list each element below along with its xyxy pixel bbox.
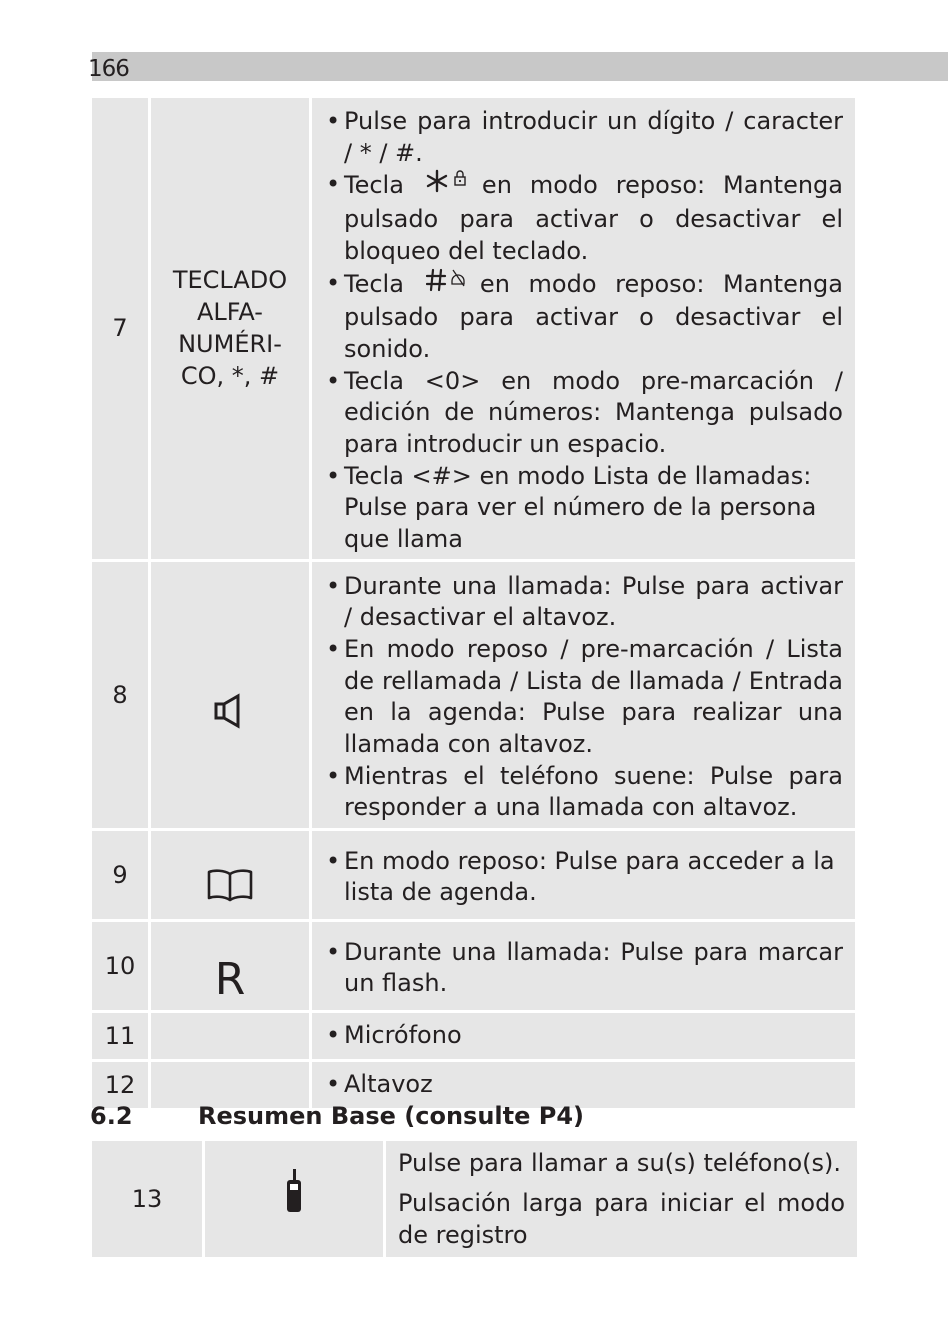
row-number: 10 — [92, 922, 148, 1010]
item-text: en modo reposo: Mantenga pulsado para activar o desactivar el sonido. — [344, 269, 843, 363]
empty-cell — [151, 1013, 309, 1059]
table-row — [92, 562, 855, 828]
section-title: Resumen Base (consulte P4) — [198, 1102, 584, 1130]
section-heading — [90, 1101, 584, 1131]
row-number: 13 — [92, 1141, 202, 1257]
table-row — [92, 831, 855, 919]
flash-r-label: R — [214, 954, 246, 1006]
base-table — [89, 1138, 860, 1260]
section-number: 6.2 — [90, 1102, 133, 1130]
key-description — [312, 562, 855, 828]
item-text: Micrófono — [344, 1020, 462, 1049]
item-text: Tecla — [344, 269, 404, 298]
list-item — [324, 761, 843, 824]
list-item — [324, 937, 843, 1000]
item-text: Tecla — [344, 171, 404, 200]
item-text: Durante una llamada: Pulse para activar / desactivar el altavoz. — [344, 571, 843, 632]
list-item — [324, 571, 843, 634]
asterisk-lock-key-icon — [426, 169, 468, 204]
keys-table — [89, 95, 858, 1111]
list-item — [324, 461, 843, 556]
list-item — [324, 846, 843, 909]
row-number: 8 — [92, 562, 148, 828]
paragraph: Pulse para llamar a su(s) teléfono(s). — [398, 1149, 842, 1177]
base-description — [386, 1141, 857, 1257]
item-text: Altavoz — [344, 1069, 433, 1098]
list-item — [324, 634, 843, 761]
paragraph: Pulsación larga para iniciar el modo de registro — [398, 1189, 845, 1249]
row-number: 12 — [92, 1062, 148, 1108]
item-text: Pulse para introducir un dígito / caracter / * / #. — [344, 107, 843, 167]
item-text: en modo reposo: Mantenga pulsado para activar o desactivar el bloqueo del teclado. — [344, 171, 843, 265]
item-text: Mientras el teléfono suene: Pulse para responder a una llamada con altavoz. — [344, 761, 843, 822]
list-item — [324, 1069, 843, 1101]
key-name-line: ALFA- — [197, 298, 263, 327]
key-description — [312, 922, 855, 1010]
table-row — [92, 1141, 857, 1257]
key-description — [312, 1013, 855, 1059]
row-number: 7 — [92, 98, 148, 559]
page-number: 166 — [88, 56, 129, 82]
list-item — [324, 268, 843, 366]
list-item — [324, 366, 843, 461]
phonebook-icon — [151, 831, 309, 919]
key-name — [151, 98, 309, 559]
item-text: En modo reposo / pre-marcación / Lista de rellamada / Lista de llamada / Entrada en la agenda: Pulse para realizar una llamada con altavoz. — [344, 634, 843, 759]
item-text: Durante una llamada: Pulse para marcar un flash. — [344, 937, 843, 998]
item-text: En modo reposo: Pulse para acceder a la lista de agenda. — [344, 846, 835, 907]
table-row — [92, 1013, 855, 1059]
list-item — [324, 169, 843, 267]
row-number: 9 — [92, 831, 148, 919]
key-name-line: NUMÉRI- — [178, 330, 282, 359]
key-name-line: TECLADO — [172, 266, 288, 295]
list-item — [324, 106, 843, 169]
list-item — [324, 1020, 843, 1052]
flash-r-icon — [151, 922, 309, 1010]
table-row — [92, 922, 855, 1010]
item-text: Tecla <0> en modo pre-marcación / edición de números: Mantenga pulsado para introducir un espacio. — [344, 366, 843, 459]
hash-mute-key-icon — [426, 268, 466, 303]
speaker-icon — [151, 562, 309, 828]
item-text: Tecla <#> en modo Lista de llamadas: Pulse para ver el número de la persona que llama — [344, 461, 817, 554]
table-row — [92, 98, 855, 559]
handset-page-icon — [205, 1141, 383, 1257]
key-name-line: CO, *, # — [180, 362, 280, 391]
header-bar — [92, 52, 948, 81]
row-number: 11 — [92, 1013, 148, 1059]
key-description — [312, 831, 855, 919]
key-description — [312, 98, 855, 559]
